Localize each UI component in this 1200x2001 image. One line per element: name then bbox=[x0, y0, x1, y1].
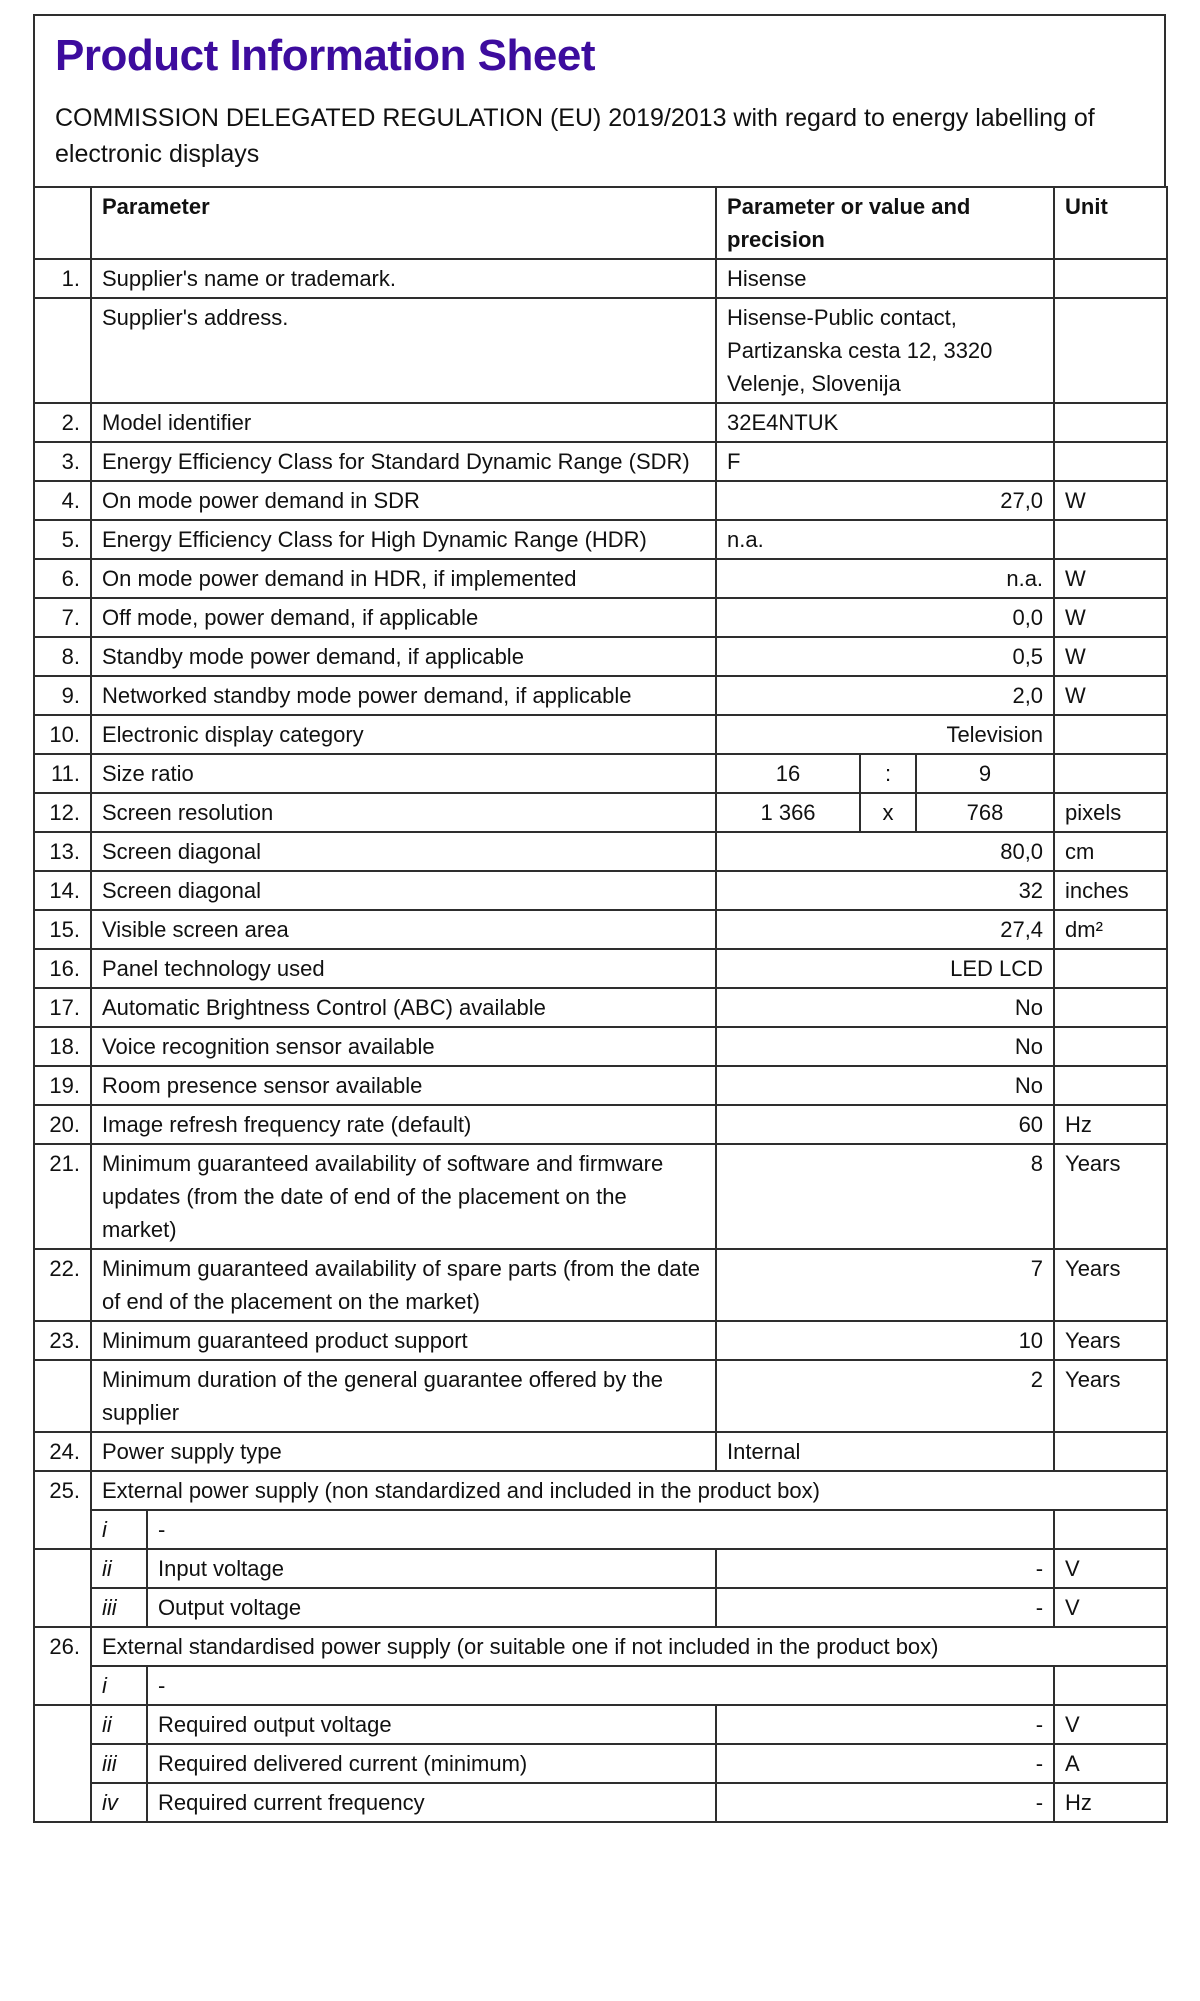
unit-cell bbox=[1054, 1066, 1167, 1105]
table-row bbox=[34, 715, 1167, 754]
value-cell: 0,0 bbox=[716, 598, 1054, 637]
num-cell: 13. bbox=[34, 832, 91, 871]
num-cell: 24. bbox=[34, 1432, 91, 1471]
num-cell bbox=[34, 1360, 91, 1432]
table-row bbox=[34, 1549, 1167, 1588]
product-information-sheet bbox=[33, 14, 1166, 1823]
table-row bbox=[34, 598, 1167, 637]
sub-cell: ii bbox=[91, 1549, 147, 1588]
sub-cell: iv bbox=[91, 1783, 147, 1822]
sub-cell: i bbox=[91, 1510, 147, 1549]
table-row bbox=[34, 298, 1167, 403]
num-cell: 17. bbox=[34, 988, 91, 1027]
num-cell: 4. bbox=[34, 481, 91, 520]
value-cell: 7 bbox=[716, 1249, 1054, 1321]
value-cell: 27,0 bbox=[716, 481, 1054, 520]
table-row bbox=[34, 1783, 1167, 1822]
param-cell: Energy Efficiency Class for Standard Dynamic Range (SDR) bbox=[91, 442, 716, 481]
value-cell: 32 bbox=[716, 871, 1054, 910]
param-cell: Automatic Brightness Control (ABC) available bbox=[91, 988, 716, 1027]
full-cell: External power supply (non standardized and included in the product box) bbox=[91, 1471, 1167, 1510]
sub-cell: iii bbox=[91, 1588, 147, 1627]
param-cell: Output voltage bbox=[147, 1588, 716, 1627]
num-cell bbox=[34, 1549, 91, 1627]
num-cell: 14. bbox=[34, 871, 91, 910]
param-cell: Supplier's name or trademark. bbox=[91, 259, 716, 298]
num-cell: 18. bbox=[34, 1027, 91, 1066]
num-cell: 25. bbox=[34, 1471, 91, 1549]
num-cell: 7. bbox=[34, 598, 91, 637]
value-cell: 8 bbox=[716, 1144, 1054, 1249]
num-cell: 19. bbox=[34, 1066, 91, 1105]
param-cell: Minimum guaranteed product support bbox=[91, 1321, 716, 1360]
table-row bbox=[34, 637, 1167, 676]
unit-cell: Years bbox=[1054, 1321, 1167, 1360]
vsep-cell: x bbox=[860, 793, 916, 832]
param-cell: Screen diagonal bbox=[91, 832, 716, 871]
table-header-row bbox=[34, 187, 1167, 259]
table-row bbox=[34, 1666, 1167, 1705]
unit-cell: Years bbox=[1054, 1360, 1167, 1432]
v1-cell: 16 bbox=[716, 754, 860, 793]
num-cell: 23. bbox=[34, 1321, 91, 1360]
num-cell bbox=[34, 298, 91, 403]
unit-cell bbox=[1054, 1027, 1167, 1066]
param-cell: Off mode, power demand, if applicable bbox=[91, 598, 716, 637]
table-row bbox=[34, 520, 1167, 559]
table-row bbox=[34, 832, 1167, 871]
unit-cell: A bbox=[1054, 1744, 1167, 1783]
num-cell: 15. bbox=[34, 910, 91, 949]
table-row bbox=[34, 1321, 1167, 1360]
unit-cell bbox=[1054, 1666, 1167, 1705]
table-row bbox=[34, 1588, 1167, 1627]
unit-cell bbox=[1054, 715, 1167, 754]
unit-cell: W bbox=[1054, 598, 1167, 637]
num-cell: 10. bbox=[34, 715, 91, 754]
page-title: Product Information Sheet bbox=[55, 31, 595, 80]
value-cell: Television bbox=[716, 715, 1054, 754]
table-row bbox=[34, 259, 1167, 298]
unit-cell: W bbox=[1054, 637, 1167, 676]
num-cell: 21. bbox=[34, 1144, 91, 1249]
value-cell: No bbox=[716, 988, 1054, 1027]
num-cell: 20. bbox=[34, 1105, 91, 1144]
unit-cell: V bbox=[1054, 1549, 1167, 1588]
value-cell: F bbox=[716, 442, 1054, 481]
table-row bbox=[34, 949, 1167, 988]
unit-cell: cm bbox=[1054, 832, 1167, 871]
param-cell: Size ratio bbox=[91, 754, 716, 793]
param-cell: Minimum guaranteed availability of spare parts (from the date of end of the placement on the market) bbox=[91, 1249, 716, 1321]
unit-cell: V bbox=[1054, 1588, 1167, 1627]
unit-cell: W bbox=[1054, 676, 1167, 715]
table-row bbox=[34, 1360, 1167, 1432]
param-cell: Minimum duration of the general guarantee offered by the supplier bbox=[91, 1360, 716, 1432]
value-cell: No bbox=[716, 1066, 1054, 1105]
info-table bbox=[33, 186, 1168, 1823]
title-block bbox=[33, 14, 1166, 186]
param-cell: Visible screen area bbox=[91, 910, 716, 949]
param-cell: Required delivered current (minimum) bbox=[147, 1744, 716, 1783]
unit-cell: pixels bbox=[1054, 793, 1167, 832]
param-cell: Required output voltage bbox=[147, 1705, 716, 1744]
value-cell: - bbox=[716, 1549, 1054, 1588]
vsep-cell: : bbox=[860, 754, 916, 793]
param-cell: Minimum guaranteed availability of software and firmware updates (from the date of end of the placement on the market) bbox=[91, 1144, 716, 1249]
value-cell: n.a. bbox=[716, 520, 1054, 559]
table-row bbox=[34, 988, 1167, 1027]
table-row bbox=[34, 1105, 1167, 1144]
value-cell: Hisense-Public contact, Partizanska cesta 12, 3320 Velenje, Slovenija bbox=[716, 298, 1054, 403]
num-cell: 6. bbox=[34, 559, 91, 598]
wide-cell: - bbox=[147, 1666, 1054, 1705]
value-cell: - bbox=[716, 1705, 1054, 1744]
table-row bbox=[34, 676, 1167, 715]
unit-cell: V bbox=[1054, 1705, 1167, 1744]
table-row bbox=[34, 793, 1167, 832]
param-cell: Screen resolution bbox=[91, 793, 716, 832]
header-value-cell: Parameter or value and precision bbox=[716, 187, 1054, 259]
num-cell: 16. bbox=[34, 949, 91, 988]
value-cell: LED LCD bbox=[716, 949, 1054, 988]
wide-cell: - bbox=[147, 1510, 1054, 1549]
unit-cell bbox=[1054, 403, 1167, 442]
table-row bbox=[34, 1027, 1167, 1066]
num-cell: 8. bbox=[34, 637, 91, 676]
unit-cell: Years bbox=[1054, 1144, 1167, 1249]
unit-cell: Hz bbox=[1054, 1783, 1167, 1822]
table-row bbox=[34, 442, 1167, 481]
table-row bbox=[34, 1510, 1167, 1549]
param-cell: Supplier's address. bbox=[91, 298, 716, 403]
v2-cell: 768 bbox=[916, 793, 1054, 832]
value-cell: 60 bbox=[716, 1105, 1054, 1144]
sub-cell: iii bbox=[91, 1744, 147, 1783]
table-row bbox=[34, 1066, 1167, 1105]
unit-cell: W bbox=[1054, 559, 1167, 598]
table-row bbox=[34, 403, 1167, 442]
param-cell: Standby mode power demand, if applicable bbox=[91, 637, 716, 676]
table-row bbox=[34, 910, 1167, 949]
value-cell: 2,0 bbox=[716, 676, 1054, 715]
table-row bbox=[34, 1432, 1167, 1471]
unit-cell: inches bbox=[1054, 871, 1167, 910]
value-cell: - bbox=[716, 1783, 1054, 1822]
value-cell: 80,0 bbox=[716, 832, 1054, 871]
value-cell: 0,5 bbox=[716, 637, 1054, 676]
unit-cell: Hz bbox=[1054, 1105, 1167, 1144]
header-num-cell bbox=[34, 187, 91, 259]
table-row bbox=[34, 559, 1167, 598]
num-cell: 2. bbox=[34, 403, 91, 442]
param-cell: Model identifier bbox=[91, 403, 716, 442]
param-cell: Required current frequency bbox=[147, 1783, 716, 1822]
value-cell: n.a. bbox=[716, 559, 1054, 598]
param-cell: On mode power demand in HDR, if implemented bbox=[91, 559, 716, 598]
param-cell: On mode power demand in SDR bbox=[91, 481, 716, 520]
value-cell: No bbox=[716, 1027, 1054, 1066]
header-param-cell: Parameter bbox=[91, 187, 716, 259]
value-cell: - bbox=[716, 1744, 1054, 1783]
v1-cell: 1 366 bbox=[716, 793, 860, 832]
param-cell: Image refresh frequency rate (default) bbox=[91, 1105, 716, 1144]
param-cell: Panel technology used bbox=[91, 949, 716, 988]
unit-cell bbox=[1054, 1510, 1167, 1549]
unit-cell bbox=[1054, 298, 1167, 403]
param-cell: Screen diagonal bbox=[91, 871, 716, 910]
sub-cell: ii bbox=[91, 1705, 147, 1744]
unit-cell bbox=[1054, 442, 1167, 481]
unit-cell bbox=[1054, 754, 1167, 793]
header-unit-cell: Unit bbox=[1054, 187, 1167, 259]
table-row bbox=[34, 1144, 1167, 1249]
table-row bbox=[34, 1249, 1167, 1321]
num-cell: 26. bbox=[34, 1627, 91, 1705]
param-cell: Voice recognition sensor available bbox=[91, 1027, 716, 1066]
full-cell: External standardised power supply (or suitable one if not included in the product box) bbox=[91, 1627, 1167, 1666]
value-cell: 27,4 bbox=[716, 910, 1054, 949]
unit-cell bbox=[1054, 949, 1167, 988]
value-cell: Internal bbox=[716, 1432, 1054, 1471]
num-cell: 22. bbox=[34, 1249, 91, 1321]
param-cell: Networked standby mode power demand, if applicable bbox=[91, 676, 716, 715]
num-cell: 1. bbox=[34, 259, 91, 298]
page-subtitle: COMMISSION DELEGATED REGULATION (EU) 2019/2013 with regard to energy labelling of electronic displays bbox=[55, 104, 1095, 168]
table-row bbox=[34, 1705, 1167, 1744]
num-cell: 3. bbox=[34, 442, 91, 481]
value-cell: 32E4NTUK bbox=[716, 403, 1054, 442]
num-cell: 9. bbox=[34, 676, 91, 715]
unit-cell bbox=[1054, 988, 1167, 1027]
value-cell: 10 bbox=[716, 1321, 1054, 1360]
table-row bbox=[34, 871, 1167, 910]
table-row bbox=[34, 1744, 1167, 1783]
value-cell: - bbox=[716, 1588, 1054, 1627]
table-row bbox=[34, 1627, 1167, 1666]
unit-cell bbox=[1054, 259, 1167, 298]
table-row bbox=[34, 1471, 1167, 1510]
param-cell: Electronic display category bbox=[91, 715, 716, 754]
unit-cell: dm² bbox=[1054, 910, 1167, 949]
sub-cell: i bbox=[91, 1666, 147, 1705]
unit-cell: Years bbox=[1054, 1249, 1167, 1321]
table-row bbox=[34, 481, 1167, 520]
unit-cell: W bbox=[1054, 481, 1167, 520]
num-cell: 11. bbox=[34, 754, 91, 793]
num-cell: 5. bbox=[34, 520, 91, 559]
param-cell: Power supply type bbox=[91, 1432, 716, 1471]
param-cell: Energy Efficiency Class for High Dynamic Range (HDR) bbox=[91, 520, 716, 559]
value-cell: Hisense bbox=[716, 259, 1054, 298]
info-table-body bbox=[34, 187, 1167, 1822]
value-cell: 2 bbox=[716, 1360, 1054, 1432]
v2-cell: 9 bbox=[916, 754, 1054, 793]
table-row bbox=[34, 754, 1167, 793]
unit-cell bbox=[1054, 520, 1167, 559]
num-cell: 12. bbox=[34, 793, 91, 832]
num-cell bbox=[34, 1705, 91, 1822]
unit-cell bbox=[1054, 1432, 1167, 1471]
param-cell: Room presence sensor available bbox=[91, 1066, 716, 1105]
param-cell: Input voltage bbox=[147, 1549, 716, 1588]
